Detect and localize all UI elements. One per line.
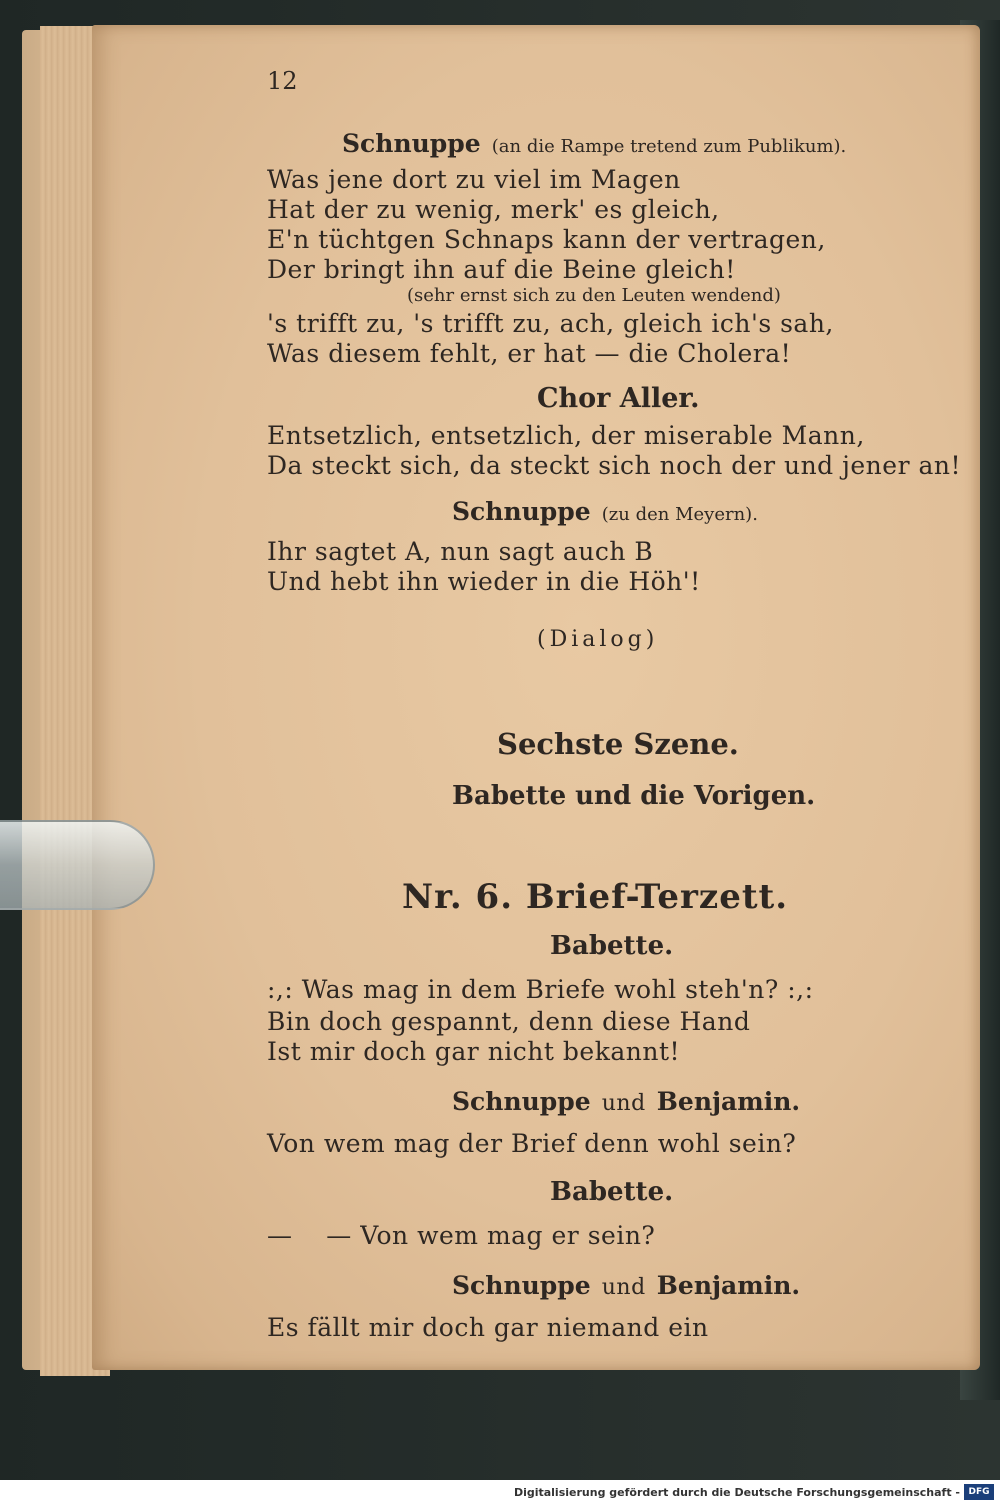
verse-line: Da steckt sich, da steckt sich noch der und jener an!: [267, 451, 962, 480]
verse-line: Bin doch gespannt, denn diese Hand: [267, 1007, 751, 1036]
verse-line: E'n tüchtgen Schnaps kann der vertragen,: [267, 225, 826, 254]
stage-direction: (an die Rampe tretend zum Publikum).: [491, 136, 847, 157]
verse-line: Entsetzlich, entsetzlich, der miserable Mann,: [267, 421, 865, 450]
number-title: Nr. 6. Brief-Terzett.: [402, 877, 789, 917]
verse-line: :,: Was mag in dem Briefe wohl steh'n? :,:: [267, 975, 814, 1004]
verse-line: Hat der zu wenig, merk' es gleich,: [267, 195, 720, 224]
verse-line: Was diesem fehlt, er hat — die Cholera!: [267, 339, 792, 368]
footer-credit: Digitalisierung gefördert durch die Deutsche Forschungsgemeinschaft -: [513, 1486, 960, 1499]
book-page: [92, 25, 980, 1370]
stage-direction: (zu den Meyern).: [601, 504, 758, 525]
speaker-name: Benjamin.: [656, 1087, 801, 1116]
speaker-name: Babette.: [550, 931, 674, 961]
speaker-heading: [452, 497, 758, 526]
verse-line: Und hebt ihn wieder in die Höh'!: [267, 567, 701, 596]
dialog-marker: (Dialog): [537, 627, 659, 652]
speaker-heading: [452, 1087, 800, 1116]
speaker-name: Chor Aller.: [537, 383, 700, 414]
verse-line: Es fällt mir doch gar niemand ein: [267, 1313, 709, 1342]
stage-direction: (sehr ernst sich zu den Leuten wendend): [407, 285, 781, 306]
verse-line: Ihr sagtet A, nun sagt auch B: [267, 537, 654, 566]
speaker-heading: [452, 1271, 800, 1300]
dfg-logo: DFG: [964, 1484, 994, 1500]
speaker-name: Schnuppe: [342, 129, 481, 158]
verse-line: — — Von wem mag er sein?: [267, 1221, 656, 1250]
speaker-name: Benjamin.: [656, 1271, 801, 1300]
glass-weight-clip: [0, 820, 155, 910]
verse-line: Ist mir doch gar nicht bekannt!: [267, 1037, 681, 1066]
verse-line: Der bringt ihn auf die Beine gleich!: [267, 255, 736, 284]
speaker-name: Babette.: [550, 1177, 674, 1207]
speaker-connector: und: [601, 1275, 646, 1300]
speaker-connector: und: [601, 1091, 646, 1116]
verse-line: Was jene dort zu viel im Magen: [267, 165, 681, 194]
speaker-name: Schnuppe: [452, 1271, 591, 1300]
scene-title: Sechste Szene.: [497, 727, 739, 761]
page-number: 12: [267, 67, 298, 95]
speaker-name: Schnuppe: [452, 1087, 591, 1116]
speaker-name: Schnuppe: [452, 497, 591, 526]
scene-subtitle: Babette und die Vorigen.: [452, 781, 816, 811]
verse-line: 's trifft zu, 's trifft zu, ach, gleich ich's sah,: [267, 309, 834, 338]
verse-line: Von wem mag der Brief denn wohl sein?: [267, 1129, 797, 1158]
speaker-heading: [342, 129, 846, 158]
